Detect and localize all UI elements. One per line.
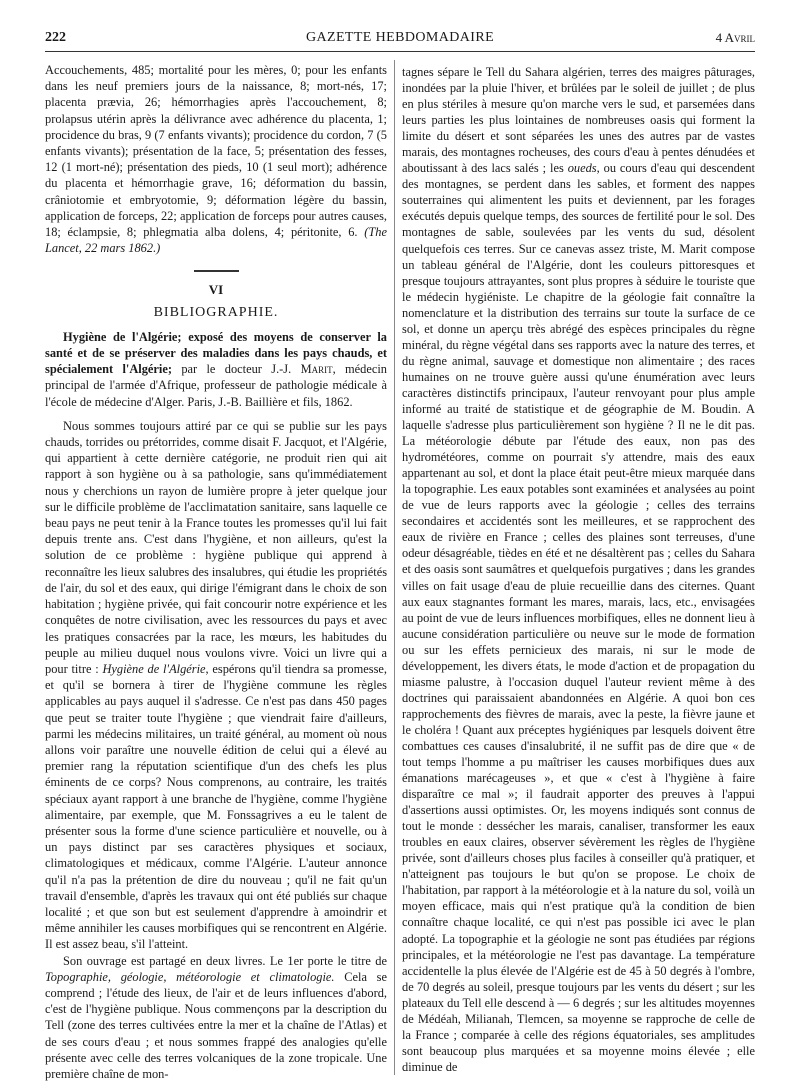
issue-date: 4 Avril	[715, 30, 755, 45]
book-title: Hygiène de l'Algérie; exposé des moyens de conserver la santé et de se préserver des maladies dans les pays chauds, et spécialement l'Algérie;	[45, 329, 387, 377]
bibliography-entry	[45, 329, 387, 410]
bib-details: , médecin principal de l'armée d'Afrique, professeur de pathologie médicale à l'école de médecine d'Alger. Paris, J.-B. Baillière et fils, 1862.	[45, 362, 387, 409]
body-paragraph-1	[45, 418, 387, 953]
body-text-1b: , espérons qu'il tiendra sa promesse, et qu'il se bornera à tirer de l'hygiène commune les règles applicables au pays auquel il s'adresse. Ce n'est pas dans 450 pages que peut se traiter toute l'hygiène ; que viendrait faire d'ailleurs, parmi les médecins militaires, un traité général, au moment où nous allons voir paraître une nouvelle édition de celui qui a élevé au premier rang la réputation scientifique d'un des chefs les plus éminents de ce corps? Nous comprenons, au contraire, les traités spéciaux ayant rapport à une branche de l'hygiène, comme l'hygiène alimentaire, par exemple, que M. Fonssagrives a eu le talent de présenter sous la forme d'une science particulière et nouvelle, ou à un pays distinct par ses caractères physiques et sociaux, climatologiques et médicaux, comme l'Algérie. L'auteur annonce qu'il n'a pas la prétention de dire du nouveau ; qu'il ne fait qu'un travail d'ensemble, d'après les travaux qui ont été publiés sur chaque localité ; et que son but est seulement d'apprendre à amoindrir et même annihiler les causes morbifiques qui se rencontrent en Algérie. Il est assez beau, s'il l'atteint.	[45, 661, 388, 952]
bib-author-prefix: par le docteur J.-J.	[181, 362, 292, 377]
page-number: 222	[45, 30, 66, 45]
body-text-3a: tagnes sépare le Tell du Sahara algérien, terres des maigres pâturages, inondées par la pluie l'hiver, et brûlées par le soleil de juillet ; de plus en plus stériles à mesure qu'on marche vers le sud, et parsemées dans leurs parties les plus lointaines de nombreuses oasis qui forment la limite du désert et sont séparées les unes des autres par de vastes marais, des montagnes rocheuses, des cours d'eau à pentes dénudées et aboutissant à des lacs salés ; les	[402, 65, 755, 176]
body-text-1a: Nous sommes toujours attiré par ce qui se publie sur les pays chauds, torrides ou prétorrides, comme disait F. Jacquot, et l'Algérie, qui appartient à cette dernière catégorie, ne produit rien qui ait rapport à son hygiène ou à sa pathologie, sans qu'immédiatement nous y cherchions un rayon de lumière propre à jeter quelque jour sur le difficile problème de l'acclimatation sanitaire, sans laquelle ce beau pays ne peut tenir à la France toutes les promesses qu'il lui fait depuis trente ans. C'est dans l'hygiène, et non ailleurs, qu'est la solution de ce problème : hygiène publique qui apprend à reconnaître les lieux salubres des insalubres, qui étudie les propriétés de l'air, du sol et des eaux, qui dirige l'émigrant dans le choix de son habitation ; hygiène privée, qui fait concourir notre expérience et les conquêtes de notre civilisation, avec les ressources du pays et avec les pratiques consacrées par la race, les mœurs, les habitudes du peuple au milieu duquel nous voulons vivre. Voici un livre qui a pour titre :	[45, 418, 388, 676]
stats-source: (The Lancet, 22 mars 1862.)	[45, 225, 387, 256]
stats-text: Accouchements, 485; mortalité pour les mères, 0; pour les enfants dans les neuf premiers jours de la naissance, 8; mort-nés, 17; placenta prævia, 26; hémorrhagies après l'accouchement, 8; prolapsus utérin après la délivrance avec adhérence du placenta, 1; procidence du bras, 9 (7 enfants vivants); procidence du cordon, 7 (5 enfants vivants); présentation de la face, 5; présentation des fesses, 12 (1 mort-né); présentation des pieds, 10 (1 seul mort); adhérence du placenta et hémorrhagie grave, 16; déformation du bassin, crâniotomie et embryotomie, 9; déformation légère du bassin, application de forceps, 22; application de forceps pour autres causes, 18; éclampsie, 8; phlegmatia alba dolens, 4; péritonite, 6.	[45, 63, 387, 240]
book-title-inline: Hygiène de l'Algérie	[102, 661, 206, 676]
body-text-3b: , ou cours d'eau qui descendent des montagnes, se perdent dans les sables, et forment des nappes souterraines qui alimentent les puits et deviennent, par les forages exécutés depuis quelque temps, des sources de fertilité pour le sol. Des montagnes de sable, soulevées par les vents du sud, désolent quelquefois ces terres. Sur ce canevas assez triste, M. Marit compose un tableau général de l'Algérie, dont les couleurs pittoresques et presque toujours attrayantes, sont plus propres à séduire le touriste que le médecin hygiéniste. Le chapitre de la géologie fait connaître la nomenclature et la distribution des terrains sur toute la surface de ce sol, et donne un aperçu très abrégé des espèces principales du règne minéral, du règne végétal dans ses rapports avec la nature des terres, et du règne animal, sauvage et domestique non alimentaire ; des races humaines on ne trouve guère aussi qu'une énumération avec leurs caractères distinctifs principaux, l'auteur renvoyant pour plus ample informé au traité de statistique et de géographie de M. Boudin. A laquelle s'adresse plus particulièrement son hygiène ? Il ne le dit pas. La météorologie débute par l'étude des eaux, non pas des hydrométéores, comme on pourrait s'y attendre, mais des eaux appartenant au sol, et dont la place était peut-être mieux marquée dans la topographie. Les eaux potables sont examinées et analysées au point de vue de leurs rapports avec la géologie ; celles des terrains secondaires et accidentés sont les meilleures, et se rapprochent des eaux de rivière en France ; celles des plaines sont terreuses, d'une odeur désagréable, tièdes en été et ne désaltèrent pas ; celles du Sahara et des oasis sont saumâtres et quelquefois purgatives ; dans les grandes villes on fait usage d'eau de pluie recueillie dans des citernes. Quant aux eaux stagnantes formant les mares, marais, lacs, etc., envisagées au point de vue de leurs influences morbifiques, elles ne donnent lieu à aucune considération particulière ou neuve sur le mode de formation ou sur les effets pernicieux des marais, ni sur le mode de développement, les divers états, le mode d'action et de propagation du miasme palustre, à l'occasion duquel l'auteur revient même à des doctrines qui paraissaient abandonnées en Algérie. A quoi bon ces rapprochements des fièvres de marais, avec la peste, la fièvre jaune et le choléra ! Quant aux préceptes hygiéniques par lesquels doivent être combattues ces causes d'insalubrité, il ne suffit pas de dire que « de tout temps l'homme a pu maîtriser les causes morbifiques dues aux émanations marécageuses », et que « c'est à l'hygiène à faire disparaître ce mal »; il faudrait apporter des preuves à l'appui d'assertions aussi optimistes. Or, les moyens indiqués sont connus de tout le monde : dessécher les marais, canaliser, transformer les eaux troubles en eaux claires, observer sévèrement les règles de l'hygiène privée, sont d'ailleurs choses plus faciles à conseiller qu'à pratiquer, et n'atteignent pas toujours le but qu'on se propose. Le choix de l'habitation, par rapport à la météorologie et à la nature du sol, voilà un moyen efficace, mais qui n'est pratique qu'à la condition de bien connaître chaque localité, ce qui n'est pas possible ici avec le plan adopté. La topographie et la géologie ne sont pas étudiées par régions principales, et la météorologie ne l'est pas davantage. La température accidentelle la plus élevée de l'Algérie est de 45 à 50 degrés à l'ombre, de 70 degrés au soleil, presque toujours par les vents du désert ; sur les plateaux du Tell elle descend à — 6 degrés ; sur les altitudes moyennes de Médéah, Milianah, Tlemcen, sa moyenne se rapproche de celle de la France ; comparée à celle des régions équatoriales, ses amplitudes sont beaucoup plus marquées et sa moyenne moins élevée ; elle diminue de	[402, 161, 755, 1074]
journal-title: GAZETTE HEBDOMADAIRE	[305, 30, 495, 45]
left-column	[45, 62, 387, 1082]
body-paragraph-2	[45, 953, 387, 1083]
right-column	[402, 64, 755, 1075]
section-rule	[194, 270, 239, 272]
bib-author-name: Marit	[300, 362, 333, 377]
body-text-2b: Cela se comprend ; l'étude des lieux, de l'air et de leurs influences d'abord, c'est de l'hygiène publique. Nous commençons par la description du Tell (zone des terres cultivées entre la mer et la chaîne de l'Atlas) et de ses cours d'eau ; et nous sommes frappé des analogies qu'elle présente avec celle des terres volcaniques de la zone tropicale. Une première chaîne de mon-	[45, 969, 387, 1081]
column-divider	[394, 60, 395, 1075]
section-number: VI	[208, 282, 224, 298]
stats-paragraph	[45, 62, 387, 256]
running-header	[45, 30, 755, 52]
body-text-2a: Son ouvrage est partagé en deux livres. Le 1er porte le titre de	[63, 953, 387, 968]
book-part-title: Topographie, géologie, météorologie et climatologie.	[45, 969, 335, 984]
body-paragraph-continued	[402, 64, 755, 1075]
oueds-term: oueds	[567, 161, 597, 176]
section-title: BIBLIOGRAPHIE.	[153, 304, 279, 320]
